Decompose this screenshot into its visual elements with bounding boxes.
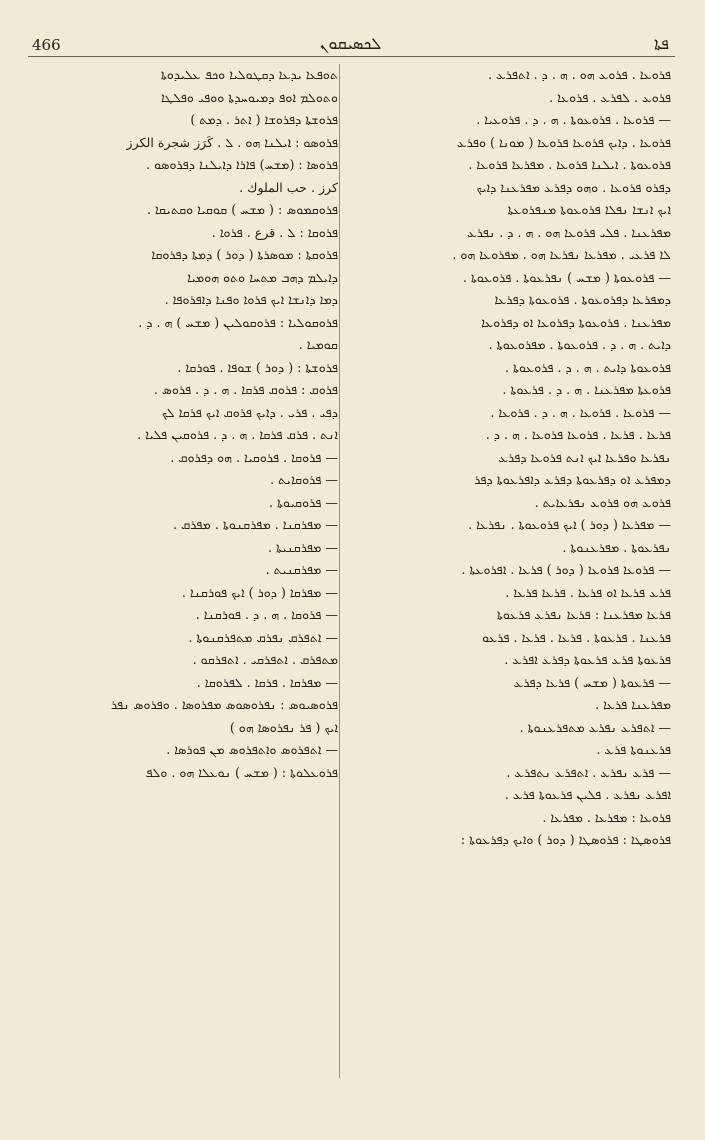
dictionary-line: ܦܪܘܥܐ . ܕܐܝܟ ܦܪܘܥܐ ܦܪܘܥܐ ( ܡܘܢܐ ) ܘܦܪܥ xyxy=(457,134,671,150)
header-rule xyxy=(28,56,675,57)
dictionary-line: ܢܦܪܥܐ ܘܦܪܥܐ ܐܝܟ ܐܢܬ ܦܪܘܥܐ ܕܦܪܥ xyxy=(498,449,671,465)
dictionary-line: ܕܦܪܘ ܦܪܘܥܐ . ܘܗܘ ܕܦܪܥ ܡܦܪܥܢܐ ܕܐܝܟ xyxy=(476,179,671,195)
dictionary-line: — ܐܬܦܪܩ ܢܦܪܩ ܡܬܦܪܩܢܘܬܐ . xyxy=(188,629,338,645)
dictionary-line: ܦܪܘܩܐ : ܠ . قرع . ܦܪܘܐ . xyxy=(211,224,338,240)
dictionary-line: ܦܪܘܥܠܘܬܐ : ( ܡܫܚ ) ܢܘܥܠܐ ܗܘ . ܘܠܦ xyxy=(145,764,338,780)
dictionary-line: ܦܪܘܣܐ : (ܡܫܚ) ܦܐܪܐ ܕܐܝܠܢܐ ܕܦܪܘܣܘ . xyxy=(146,157,338,172)
dictionary-line: ܕܐܝܬ . ܗ . ܕ . ܦܪܘܥܘܬܐ . ܡܦܪܘܥܘܬܐ . xyxy=(488,337,671,352)
dictionary-line: — ܦܪܘܩܝܘܬܐ . xyxy=(269,494,338,510)
dictionary-line: — ܡܦܪܩܢܝܬܐ . xyxy=(267,539,338,555)
dictionary-line: ܦܪܘܩܘܠܝܐ : ܦܪܘܩܘܠܝܢ ( ܡܫܚ ) ܗ . ܕ . xyxy=(138,314,338,330)
dictionary-line: — ܡܦܪܩܐ ( ܕܘܪ ) ܐܝܟ ܦܘܪܩܢܐ . xyxy=(181,584,338,600)
dictionary-line: — ܐܬܦܪܥ ܢܦܪܥ ܡܬܦܪܥܢܘܬܐ . xyxy=(519,719,671,735)
dictionary-line: ܩܘܡܝܐ . xyxy=(298,337,338,352)
dictionary-line: ܐܝܟ ( ܦܪ ܢܦܪܘܣܐ ܗܘ ) xyxy=(229,719,338,735)
dictionary-line: ܦܪܥܐ . ܦܪܥܐ . ܦܪܘܥܐ ܦܪܘܥܐ . ܗ . ܕ . xyxy=(485,427,671,442)
dictionary-line: — ܐܬܦܪܘܣ ܘܐܬܦܪܘܣ ܡܢ ܦܘܪܣܐ . xyxy=(166,742,338,757)
page-number: 466 xyxy=(32,36,61,54)
dictionary-line: — ܦܪܥ ܢܦܪܥ . ܐܬܦܪܥ ܢܬܦܪܥ . xyxy=(506,764,671,780)
right-column xyxy=(345,64,671,1080)
dictionary-line: ܕܐܝܠܡ ܕܗܒ ܡܬܚܐ ܘܬܘ ܗܘܡܝܐ xyxy=(187,269,338,285)
dictionary-line: ܦܪܘܫܬܐ ܕܦܪܘܫܐ ( ܐܬܪ . ܕܡܬ ) xyxy=(190,112,338,127)
dictionary-line: ܐܦܪܥ ܢܦܪܥ . ܦܠܝܢ ܦܪܥܘܬܐ ܦܪܥ . xyxy=(504,787,671,802)
dictionary-line: كرز . حب الملوك . xyxy=(239,179,338,195)
dictionary-line: ܦܪܥܘܬܐ ܦܪܥ ܦܪܥܘܬܐ ܕܦܪܥ ܐܦܪܥ . xyxy=(504,652,671,667)
dictionary-line: ܦܪܥ ܦܪܥܐ ܐܘ ܦܪܥܐ . ܦܪܥܐ ܦܪܥܐ . xyxy=(505,584,671,600)
dictionary-line: ܦܪܘܥܐ : ܡܦܪܥܐ . ܡܦܪܥܐ . xyxy=(542,809,671,825)
dictionary-line: ܦܪܘܫܬܐ : ( ܕܘܪ ) ܫܘܦܐ . ܦܘܪܩܐ . xyxy=(177,359,338,375)
dictionary-line: — ܦܪܘܩܐܝܬ . xyxy=(270,472,338,487)
dictionary-line: ܡܦܪܥܢܐ . ܦܪܘܥܘܬܐ ܕܦܪܘܥܐ ܐܘ ܕܦܪܘܥܐ xyxy=(481,314,671,330)
dictionary-line: — ܦܪܘܩܐ . ܦܪܘܩܝܐ . ܗܘ ܕܦܪܘܩ . xyxy=(170,449,338,465)
dictionary-line: ܦܪܘܩܡܘܣ : ( ܡܫܚ ) ܩܘܩܝܐ ܘܩܬܝܩܐ . xyxy=(146,202,338,217)
dictionary-line: ܦܪܘܣܛܐ : ܦܪܘܣܛܐ ( ܕܘܪ ) ܘܐܝܟ ܕܦܪܥܘܬܐ : xyxy=(460,832,671,847)
dictionary-line: — ܡܦܪܥܐ ( ܕܘܪ ) ܐܝܟ ܦܪܘܥܘܬܐ . ܢܦܪܥܐ . xyxy=(468,517,671,532)
dictionary-line: ܘܬܘܠܡ ܐܘܦ ܕܡܝܘܚܕܬܐ ܘܘܦܝ ܘܦܠܛܐ xyxy=(160,89,338,105)
dictionary-line: — ܦܪܘܥܘܬܐ ( ܡܫܚ ) ܢܦܪܥܘܬܐ . ܦܪܘܥܘܬܐ . xyxy=(462,269,671,285)
dictionary-line: ܡܬܦܪܩ . ܐܬܦܪܩܝ . ܐܬܦܪܩܘ . xyxy=(192,652,338,667)
column-divider xyxy=(339,64,340,1078)
dictionary-line: ܡܦܪܥܢܐ . ܦܠܝ ܦܪܘܥܐ ܗܘ . ܗ . ܕ . ܢܦܪܥ xyxy=(467,224,671,240)
dictionary-line: ܦܪܥܐ ܡܦܪܥܢܐ : ܦܪܥܐ ܢܦܪܥ ܦܪܥܘܬܐ xyxy=(496,607,671,622)
dictionary-line: ܦܪܘܥ . ܠܦܪܥ . ܦܪܘܥܐ . xyxy=(549,89,671,105)
dictionary-line: ܢܦܪܥܘܬܐ . ܡܦܪܥܢܘܬܐ . xyxy=(562,539,671,555)
dictionary-line: — ܡܦܪܩܐ . ܦܪܩܐ . ܠܦܪܘܩܐ . xyxy=(196,674,338,690)
dictionary-line: ܦܪܘܥܘܬܐ ܕܐܝܬ . ܗ . ܕ . ܦܪܘܥܘܬܐ . xyxy=(504,359,671,375)
dictionary-line: ܦܪܥܢܐ . ܦܪܥܘܬܐ . ܦܪܥܐ . ܦܪܥܐ . ܦܪܥܘ xyxy=(482,629,671,645)
dictionary-line: — ܦܪܥܘܬܐ ( ܡܫܚ ) ܦܪܥܐ ܕܦܪܥ xyxy=(513,674,671,690)
dictionary-line: ܦܪܘܥܬܐ ܡܦܪܥܢܐ . ܗ . ܕ . ܦܪܥܘܬܐ . xyxy=(502,382,671,397)
running-title: ܠܟܣܝܩܘܢ xyxy=(319,34,382,53)
dictionary-line: — ܦܪܘܥܐ . ܦܪܘܥܐ . ܗ . ܕ . ܦܪܘܥܐ . xyxy=(490,404,671,420)
dictionary-line: ܕܦܝ . ܦܪܝ . ܕܐܝܟ ܦܪܘܩ ܐܝܟ ܦܪܩܐ ܠܟ xyxy=(161,404,338,420)
dictionary-line: — ܡܦܪܩܢܐ . ܡܦܪܩܢܘܬܐ . ܡܦܪܩ . xyxy=(172,517,338,532)
dictionary-line: ܐܢܬ . ܦܪܩ ܦܪܩܐ . ܗ . ܕ . ܦܪܘܩܝܢ ܦܠܝܐ . xyxy=(137,427,338,442)
dictionary-line: ܬܘܦܥܐ ܝܕܥܐ ܕܩܛܘܠܝܐ ܘܟܦ ܥܠܝܕܘܬܐ xyxy=(160,67,338,82)
dictionary-line: — ܡܦܪܩܢܝܬ . xyxy=(265,562,338,577)
dictionary-line: ܦܪܘܥ ܗܘ ܦܪܘܥ ܢܦܪܥܐܝܬ . xyxy=(534,494,671,510)
dictionary-line: ܦܪܘܣܘ : ܐܝܠܢܐ ܗܘ . ܠ . كَرَز شجرة الكرز xyxy=(126,134,338,150)
dictionary-line: ܕܡܦܪܥܐ ܕܦܪܘܥܘܬܐ . ܦܪܘܥܘܬܐ ܕܦܪܥܐ xyxy=(494,292,671,307)
dictionary-line: — ܦܪܘܥܐ ܦܪܘܥܐ ( ܕܘܪ ) ܦܪܥܐ . ܐܦܪܘܥܬܐ . xyxy=(461,562,671,577)
dictionary-line: ܦܪܘܩܬܐ : ܡܘܣܪܬܐ ( ܕܘܪ ) ܕܡܬܐ ܕܦܪܘܩܐ xyxy=(151,247,338,262)
dictionary-line: — ܦܪܘܥܐ . ܦܪܘܥܘܬܐ . ܗ . ܕ . ܦܪܘܥܝܐ . xyxy=(476,112,671,127)
left-column xyxy=(26,64,338,1080)
dictionary-line: ܦܪܘܣܝܘܣ : ܢܦܪܘܣܘܣ ܡܦܪܘܣܐ . ܘܦܪܘܣ ܢܦܪ xyxy=(111,697,338,712)
dictionary-line: ܦܪܥܢܘܬܐ ܦܪܥ . xyxy=(596,742,671,757)
dictionary-line: ܦܪܘܩ : ܦܪܘܩ ܦܪܩܐ . ܗ . ܕ . ܦܪܘܣ . xyxy=(153,382,338,397)
dictionary-line: ܦܪܘܥܐ . ܦܪܘܥ ܗܘ . ܗ . ܕ . ܐܬܦܪܥ . xyxy=(488,67,671,82)
section-letter: ܦܬܐ xyxy=(653,34,669,53)
dictionary-line: ܕܡܐ ܕܐܢܫܐ ܐܝܟ ܦܪܘܐ ܘܦܢܐ ܕܐܦܪܘܦܐ . xyxy=(164,292,338,307)
dictionary-line: ܡܦܪܥܢܐ ܦܪܥܐ . xyxy=(595,697,671,712)
dictionary-line: ܠܐ ܦܪܥܝ . ܡܦܪܥܐ ܢܦܪܥܐ ܗܘ . ܡܦܪܘܥܐ ܗܘ . xyxy=(452,247,671,262)
dictionary-line: ܐܝܟ ܐܢܫܐ ܢܦܠܐ ܦܪܘܥܘܬܐ ܡܢܦܪܘܥܬܐ xyxy=(507,202,671,217)
dictionary-line: — ܦܪܘܩܐ . ܗ . ܕ . ܦܘܪܩܢܐ . xyxy=(195,607,338,622)
dictionary-line: ܕܡܦܪܥ ܐܘ ܕܦܪܥܘܬܐ ܕܦܪܥ ܕܐܦܪܥܘܬܐ ܕܦܪ xyxy=(474,472,671,487)
dictionary-line: ܦܪܘܥܘܬܐ . ܐܝܠܢܐ ܦܪܘܥܐ . ܡܦܪܥܐ ܦܪܘܥܐ . xyxy=(468,157,671,172)
